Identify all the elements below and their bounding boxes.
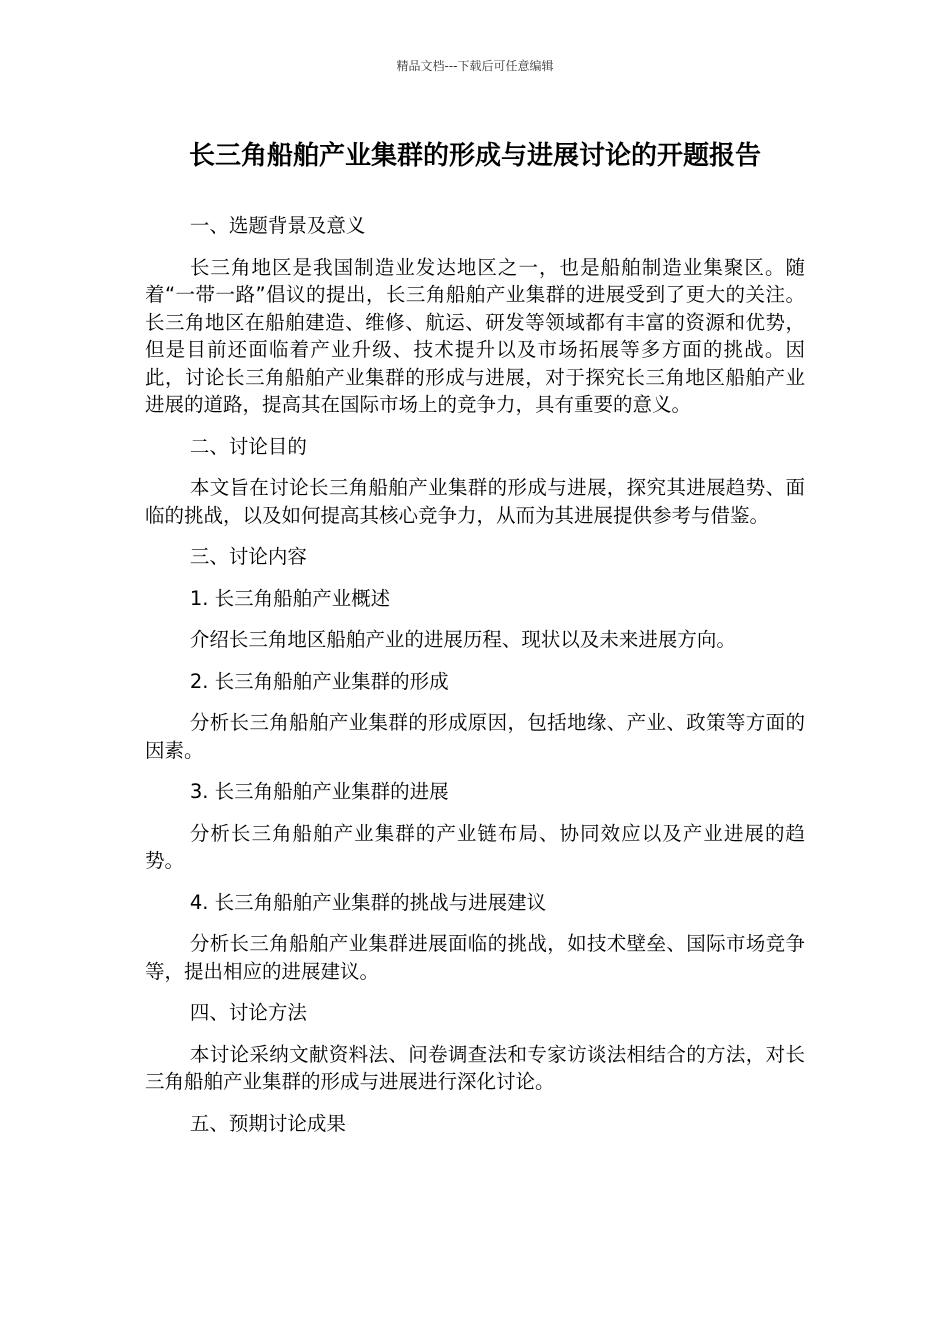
document-title: 长三角船舶产业集群的形成与进展讨论的开题报告 <box>188 141 761 171</box>
paragraph-background: 长三角地区是我国制造业发达地区之一，也是船舶制造业集聚区。随着“一带一路”倡议的提出，长三角船舶产业集群的进展受到了更大的关注。长三角地区在船舶建造、维修、航运、研发等领域都有丰富的资源和优势，但是目前还面临着产业升级、技术提升以及市场拓展等多方面的挑战。因此，讨论长三角船舶产业集群的形成与进展，对于探究长三角地区船舶产业进展的道路，提高其在国际市场上的竞争力，具有重要的意义。 <box>145 255 805 416</box>
section-heading-purpose: 二、讨论目的 <box>189 434 307 458</box>
subheading-formation: 2. 长三角船舶产业集群的形成 <box>189 669 449 693</box>
section-heading-background: 一、选题背景及意义 <box>189 214 366 237</box>
paragraph-overview: 介绍长三角地区船舶产业的进展历程、现状以及未来进展方向。 <box>189 628 736 651</box>
paragraph-methods: 本讨论采纳文献资料法、问卷调查法和专家访谈法相结合的方法，对长三角船舶产业集群的形成与进展进行深化讨论。 <box>145 1042 805 1093</box>
subheading-overview: 1. 长三角船舶产业概述 <box>189 586 391 610</box>
paragraph-formation: 分析长三角船舶产业集群的形成原因，包括地缘、产业、政策等方面的因素。 <box>145 711 805 762</box>
section-heading-content: 三、讨论内容 <box>189 545 307 568</box>
paragraph-challenges: 分析长三角船舶产业集群进展面临的挑战，如技术壁垒、国际市场竞争等，提出相应的进展建议。 <box>145 932 805 983</box>
paragraph-development: 分析长三角船舶产业集群的产业链布局、协同效应以及产业进展的趋势。 <box>145 821 805 872</box>
subheading-development: 3. 长三角船舶产业集群的进展 <box>189 780 449 803</box>
section-heading-expected-results: 五、预期讨论成果 <box>189 1111 346 1135</box>
header-note: 精品文档---下载后可任意编辑 <box>396 59 554 73</box>
paragraph-purpose: 本文旨在讨论长三角船舶产业集群的形成与进展，探究其进展趋势、面临的挑战，以及如何提高其核心竞争力，从而为其进展提供参考与借鉴。 <box>145 476 805 527</box>
subheading-challenges: 4. 长三角船舶产业集群的挑战与进展建议 <box>189 890 547 914</box>
document-body <box>145 212 805 1151</box>
section-heading-methods: 四、讨论方法 <box>189 1001 307 1024</box>
